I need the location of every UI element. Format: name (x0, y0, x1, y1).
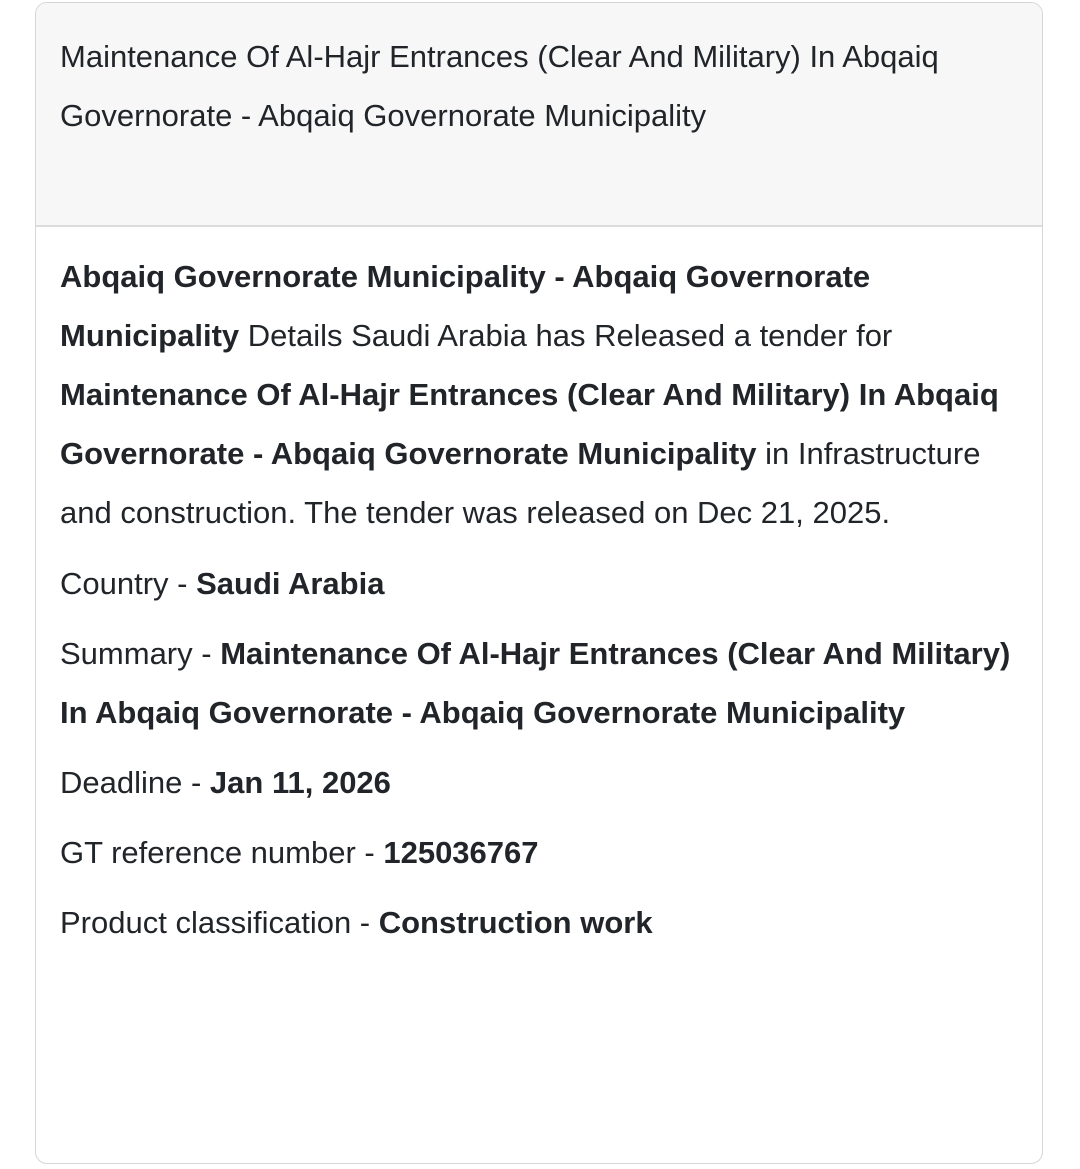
field-value: Maintenance Of Al-Hajr Entrances (Clear And Military) In Abqaiq Governorate - Abqaiq Governorate Municipality (60, 636, 1011, 730)
field-label: Deadline - (60, 765, 210, 800)
field-product-classification (60, 893, 1018, 952)
field-label: GT reference number - (60, 835, 384, 870)
field-label: Summary - (60, 636, 221, 671)
field-value: Construction work (378, 905, 653, 940)
description-text: Details Saudi Arabia has Released a tender for (239, 318, 893, 353)
field-summary (60, 624, 1018, 742)
organization-name: Abqaiq Governorate Municipality - Abqaiq Governorate Municipality (60, 259, 871, 353)
tender-title: Maintenance Of Al-Hajr Entrances (Clear And Military) In Abqaiq Governorate - Abqaiq Governorate Municipality (60, 39, 939, 133)
field-label: Product classification - (60, 905, 379, 940)
card-header (36, 3, 1042, 227)
field-label: Country - (60, 566, 197, 601)
field-value: 125036767 (383, 835, 539, 870)
card-body (36, 227, 1042, 952)
tender-card (35, 2, 1043, 1164)
field-deadline (60, 753, 1018, 812)
tender-title-inline: Maintenance Of Al-Hajr Entrances (Clear And Military) In Abqaiq Governorate - Abqaiq Governorate Municipality (60, 377, 999, 471)
field-country (60, 554, 1018, 613)
field-value: Jan 11, 2026 (209, 765, 391, 800)
field-reference-number (60, 823, 1018, 882)
tender-description (60, 247, 1018, 542)
field-value: Saudi Arabia (196, 566, 385, 601)
description-text-end: in Infrastructure and construction. The tender was released on Dec 21, 2025. (60, 436, 981, 530)
